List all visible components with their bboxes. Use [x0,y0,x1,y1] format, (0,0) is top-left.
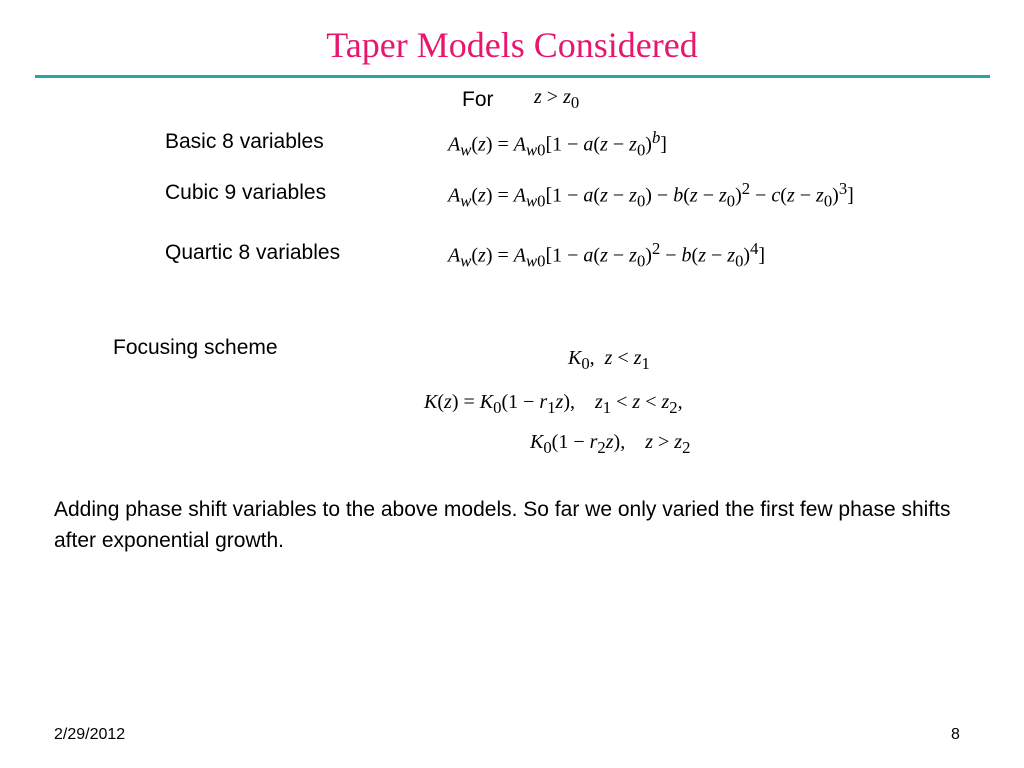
body-paragraph: Adding phase shift variables to the above models. So far we only varied the first few phase shifts after exponential growth. [54,498,951,552]
equation-basic: $A_w(z) = A_{w0}[1 - a(z - z_0)^b]$ [448,128,667,160]
equation-cubic: $A_w(z) = A_{w0}[1 - a(z - z_0) - b(z - z_0)^2 - c(z - z_0)^3]$ [448,179,854,211]
slide-title: Taper Models Considered [326,25,698,65]
equation-quartic: $A_w(z) = A_{w0}[1 - a(z - z_0)^2 - b(z - z_0)^4]$ [448,239,766,271]
focusing-case-1: $K_0$, $z < z_1$ [568,347,650,373]
model-label-basic: Basic 8 variables [165,130,324,153]
footer-date: 2/29/2012 [54,726,126,743]
focusing-case-3: $K_0(1 - r_2z)$, $z > z_2$ [530,431,691,457]
for-label: For [462,88,494,111]
focusing-case-2: $K(z) = K_0(1 - r_1z)$, $z_1 < z < z_2$, [424,391,683,417]
footer-page-number: 8 [951,726,960,743]
for-condition: $z > z_0$ [534,86,580,112]
title-divider [35,75,990,78]
model-label-cubic: Cubic 9 variables [165,181,327,204]
model-label-quartic: Quartic 8 variables [165,241,341,264]
focusing-label: Focusing scheme [113,336,278,359]
